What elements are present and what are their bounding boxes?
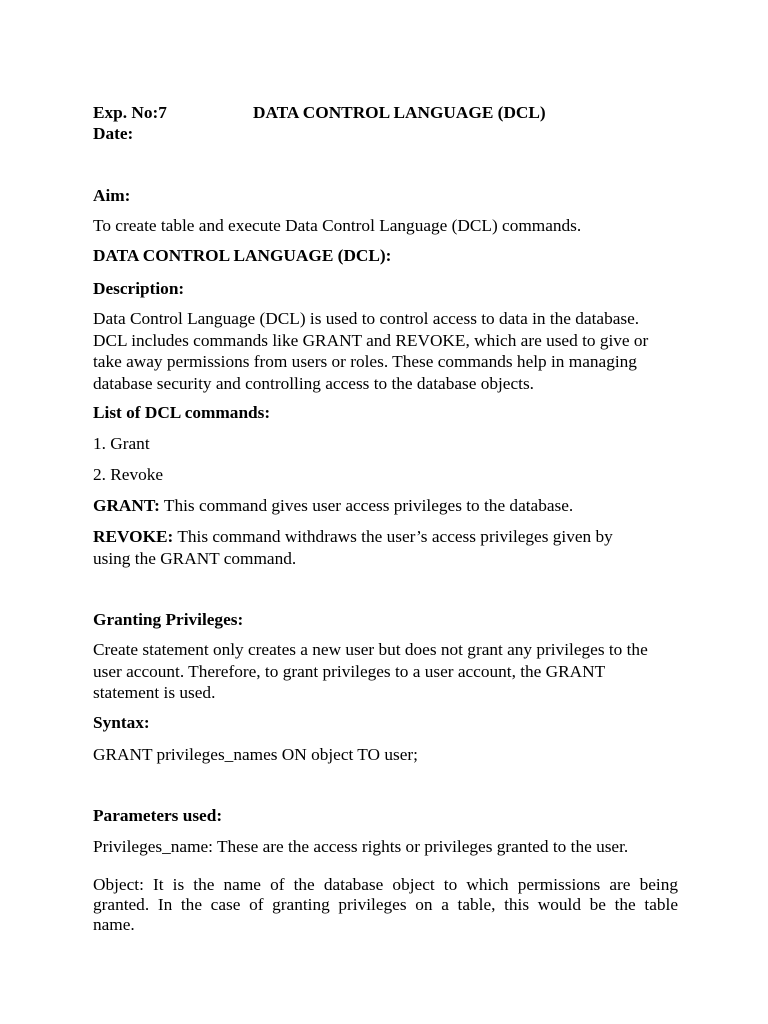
object-line: granted. In the case of granting privileges on a table, this would be the table xyxy=(93,895,678,914)
command-item-revoke: 2. Revoke xyxy=(93,465,164,484)
syntax-heading: Syntax: xyxy=(93,713,150,732)
granting-heading: Granting Privileges: xyxy=(93,610,244,629)
parameter-object xyxy=(93,875,678,935)
revoke-line-2: using the GRANT command. xyxy=(93,548,297,568)
aim-heading: Aim: xyxy=(93,186,131,205)
exp-number: Exp. No:7 xyxy=(93,103,167,122)
grant-label: GRANT: xyxy=(93,496,160,515)
granting-line: user account. Therefore, to grant privileges to a user account, the GRANT xyxy=(93,661,606,681)
revoke-definition xyxy=(93,526,678,569)
grant-text: This command gives user access privileges to the database. xyxy=(159,496,574,515)
granting-line: statement is used. xyxy=(93,683,216,702)
description-line: Data Control Language (DCL) is used to control access to data in the database. xyxy=(93,309,640,328)
description-line: DCL includes commands like GRANT and REVOKE, which are used to give or xyxy=(93,330,649,350)
parameter-privileges: Privileges_name: These are the access rights or privileges granted to the user. xyxy=(93,837,629,856)
section-heading: DATA CONTROL LANGUAGE (DCL): xyxy=(93,246,392,265)
document-title: DATA CONTROL LANGUAGE (DCL) xyxy=(253,103,546,122)
granting-line: Create statement only creates a new user but does not grant any privileges to the xyxy=(93,640,648,659)
syntax-text: GRANT privileges_names ON object TO user; xyxy=(93,745,418,764)
parameters-heading: Parameters used: xyxy=(93,806,223,825)
description-paragraph xyxy=(93,308,678,394)
date-label: Date: xyxy=(93,124,134,143)
description-line: take away permissions from users or roles. These commands help in managing xyxy=(93,352,637,371)
description-heading: Description: xyxy=(93,279,185,298)
revoke-text: This command withdraws the user’s access privileges given by xyxy=(173,527,613,546)
grant-definition xyxy=(93,495,573,516)
object-line: name. xyxy=(93,915,135,934)
description-line: database security and controlling access to the database objects. xyxy=(93,373,534,393)
command-item-grant: 1. Grant xyxy=(93,434,150,453)
commands-heading: List of DCL commands: xyxy=(93,403,271,422)
granting-paragraph xyxy=(93,639,678,704)
object-line: Object: It is the name of the database object to which permissions are being xyxy=(93,875,678,894)
revoke-label: REVOKE: xyxy=(93,527,174,546)
revoke-line-1 xyxy=(93,526,678,548)
aim-text: To create table and execute Data Control Language (DCL) commands. xyxy=(93,216,582,235)
